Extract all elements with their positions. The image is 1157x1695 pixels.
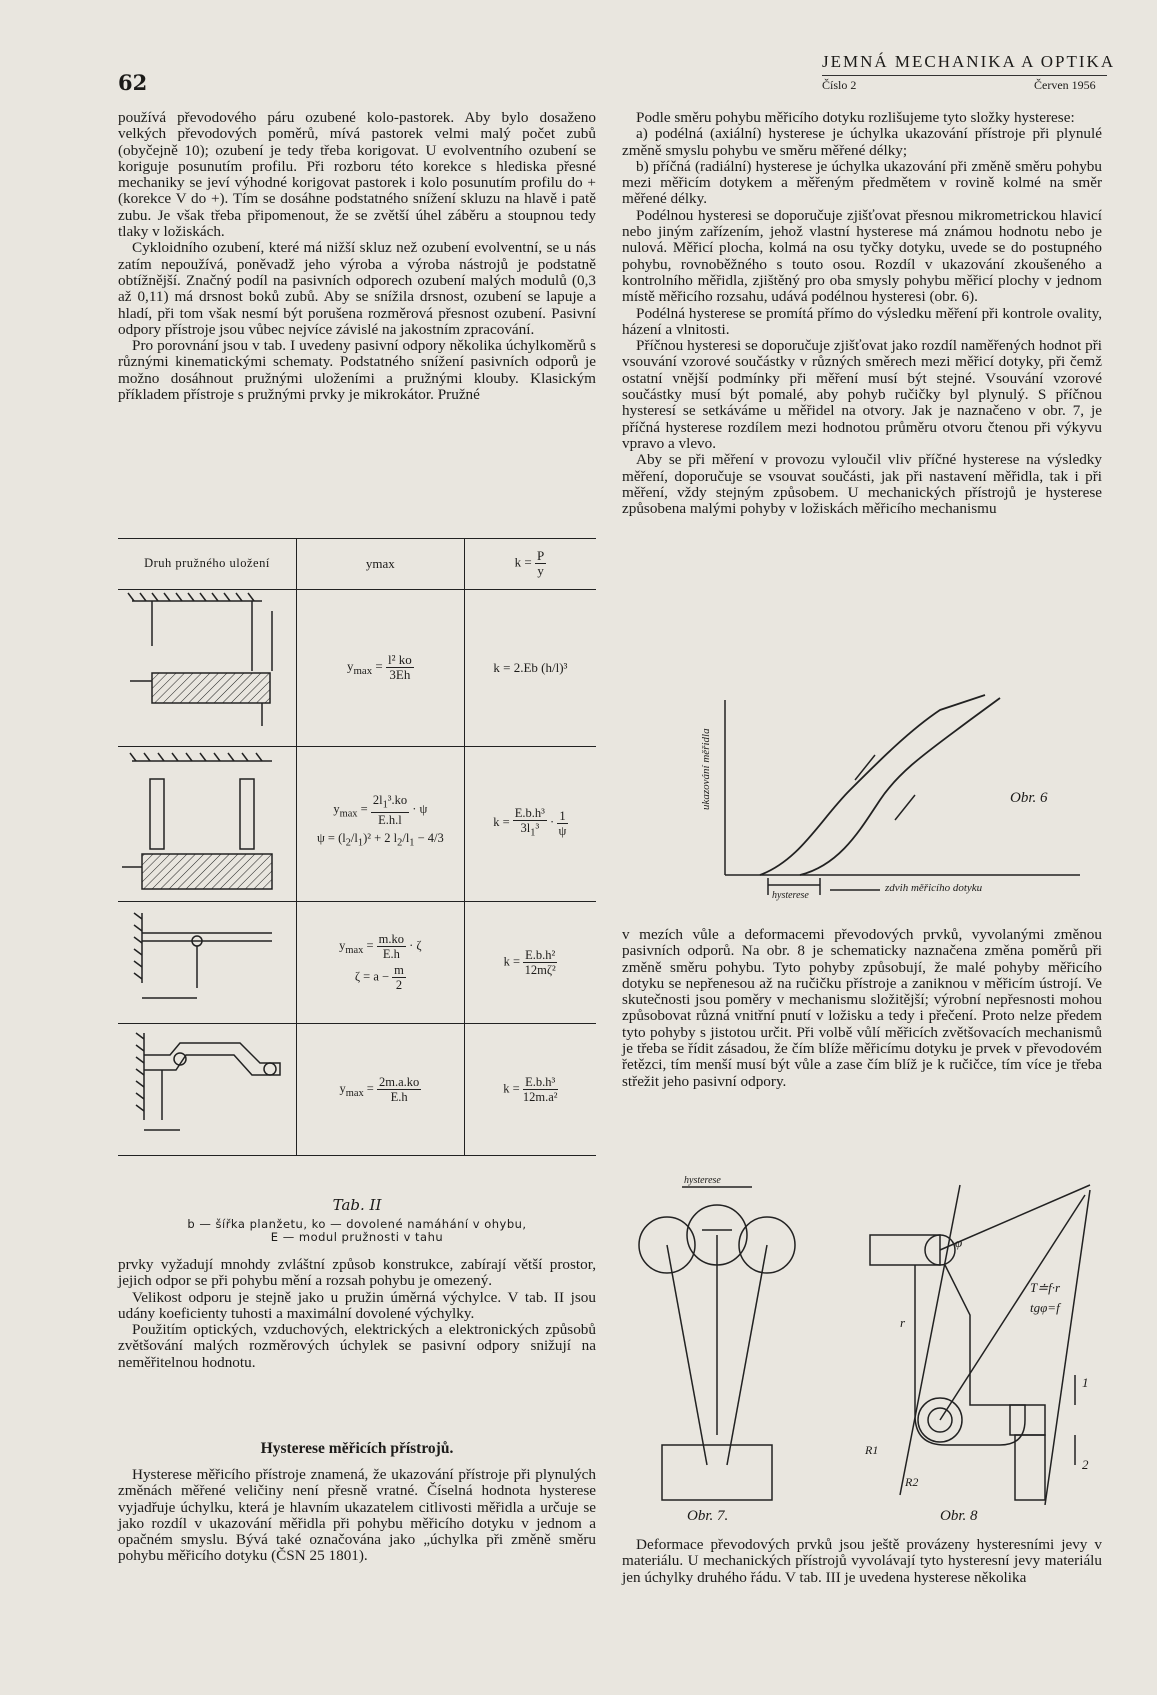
issue-number: Číslo 2 [822, 78, 857, 92]
paragraph: b) příčná (radiální) hysterese je úchylka ukazování při změně směru pohybu mezi měřicím dotykem a měřeným předmětem v rovině kolmé na směr měřené délky. [622, 157, 1102, 208]
left-column-top [118, 110, 596, 403]
fig6-hysteresis-label: hysterese [772, 890, 809, 901]
table-ymax-3: $y_{max}$ = $\frac{m.ko}{E.h}$ · ζ ζ = a − $\frac{m}{2}$ [296, 901, 464, 1023]
paragraph: Velikost odporu je stejně jako u pružin úměrná výchylce. V tab. II jsou udány koeficienty tuhosti a maximální dovolené výchylky. [118, 1288, 596, 1322]
double-spring-diagram [122, 749, 292, 894]
paragraph: Deformace převodových prvků jsou ještě provázeny hysteresními jevy v materiálu. U mechanických přístrojů vyvolávají tyto hysteresní jevy materiálu jen úchylky druhého řádu. V tab. III je uvedena hysterese několika [622, 1536, 1102, 1586]
right-column-bottom [622, 1537, 1102, 1586]
fig8-label-2: 2 [1082, 1457, 1089, 1472]
table-header-type: Druh pružného uložení [144, 556, 270, 571]
table-ymax-4: $y_{max}$ = $\frac{2m.a.ko}{E.h}$ [296, 1023, 464, 1155]
figure-6 [680, 690, 1100, 910]
paragraph: Podélnou hysteresi se doporučuje zjišťovat přesnou mikrometrickou hlavicí nebo jiným zařízením, jehož vlastní hysterese má známou hodnotu nebo je nulová. Měřicí plocha, kolmá na osu tyčky dotyku, uvede se do postupného pohybu, rovnoběžného s touto osou. Rozdíl v ukazování zkoušeného a kontrolního měřidla, zjištěný pro oba smysly pohybu měřicí plochy v jednom místě měřicího rozsahu, udává podélnou hysteresi (obr. 6). [622, 206, 1102, 306]
table-k-2: k = $\frac{\text{E.b.h³}}{3l_1^3}$ · $\frac{1}{\psi}$ [464, 746, 596, 901]
angled-spring-diagram [122, 1025, 292, 1150]
paragraph: Hysterese měřicího přístroje znamená, že ukazování přístroje při plynulých změnách měřené veličiny není přesně vratné. Číselná hodnota hysterese vyjadřuje úchylku, která je hlavním ukazatelem citlivosti měřidla a určuje se jako rozdíl v ukazování měřidla při pohybu měřicího dotyku v jednom a opačném smyslu. Bývá také označována jako „úchylka při změně směru pohybu měřicího dotyku (ČSN 25 1801). [118, 1466, 596, 1565]
paragraph: používá převodového páru ozubené kolo-pastorek. Aby bylo dosaženo velkých převodových poměrů, mívá pastorek velmi malý počet zubů (obyčejně 10); ozubení je tedy třeba korigovat. U evolventního ozubení se koriguje posunutím profilu. Při rozboru této korekce s hlediska přesné mechaniky se jeví výhodné korigovat pastorek i kolo posunutím profilu do + (korekce V do +). Tím se dosáhne podstatného snížení skluzu na hlavě i patě zubu. Je však třeba připomenout, že se zvětší úhel záběru a stoupnou tedy tlaky v ložiskách. [118, 109, 596, 241]
fig6-xlabel: zdvih měřicího dotyku [885, 882, 983, 894]
fig7-label: hysterese [684, 1175, 721, 1186]
table-header-ymax: ymax [296, 539, 464, 589]
paragraph: prvky vyžadují mnohdy zvláštní způsob konstrukce, zabírají větší prostor, jejich odpor se při pohybu mění a rozsah pohybu je omezený. [118, 1256, 596, 1290]
table-k-3: k = $\frac{\text{E.b.h²}}{\text{12mζ²}}$ [464, 901, 596, 1023]
left-column-bottom [118, 1257, 596, 1371]
flat-spring-diagram [122, 903, 292, 1018]
fig8-label-R1: R1 [865, 1443, 879, 1457]
cantilever-diagram [122, 591, 292, 741]
right-column-top [622, 110, 1102, 517]
table-k-4: k = $\frac{\text{E.b.h³}}{\text{12m.a²}}$ [464, 1023, 596, 1155]
paragraph: Podle směru pohybu měřicího dotyku rozlišujeme tyto složky hysterese: [636, 109, 1075, 126]
table-caption: Tab. II [332, 1196, 382, 1214]
table-ymax-1: $y_{max}$ = $\frac{\text{l² ko}}{3Eh}$ [296, 589, 464, 746]
paragraph: Aby se při měření v provozu vyloučil vliv příčné hysterese na výsledky měření, doporučuje se vsouvat součásti, jak při nastavení měřidla, tak i při měření, vždy stejným způsobem. U mechanických přístrojů je hysterese způsobena malými pohyby v ložiskách měřicího mechanismu [622, 451, 1102, 518]
paragraph: Použitím optických, vzduchových, elektrických a elektronických způsobů zvětšování malých rozměrových úchylek se pasivní odpory snižují na neměřitelnou hodnotu. [118, 1321, 596, 1371]
fig8-label-T: T≐f·r [1030, 1280, 1061, 1295]
table-ii [118, 538, 596, 1156]
table-figure-3 [118, 901, 296, 1023]
table-note-1: b — šířka planžetu, ko — dovolené namáhání v ohybu, [187, 1217, 527, 1231]
figure-8 [860, 1175, 1105, 1525]
paragraph: Cykloidního ozubení, které má nižší skluz než ozubení evolventní, se u nás zatím nepoužívá, poněvadž jeho výroba a výroba nástrojů je podstatně obtížnější. Značný podíl na pasivních odporech ozubení malých modulů (0,3 až 0,11) má drsnost boků zubů. Aby se snížila drsnost, ozubení se lapuje a hladí, při tom však nesmí být porušena rozměrová přesnost ozubení. Pasivní odpory přístroje jsou vůbec nejvíce závislé na jakostním zpracování. [118, 239, 596, 338]
bore-gauge-diagram [622, 1175, 812, 1505]
fig8-label-R2: R2 [905, 1475, 919, 1489]
journal-title: JEMNÁ MECHANIKA A OPTIKA [822, 52, 1116, 71]
fig8-caption: Obr. 8 [940, 1508, 978, 1524]
fig8-label-phi: φ [955, 1235, 963, 1250]
fig6-caption: Obr. 6 [1010, 790, 1048, 806]
figure-7 [622, 1175, 812, 1525]
paragraph: Příčnou hysteresi se doporučuje zjišťovat jako rozdíl naměřených hodnot při vsouvání vzorové součástky v různých směrech mezi měřicí dotyky, při čemž ostatní vnější podmínky při měření musí být stejné. Vsouvání vzorové součástky musí být pomalé, aby pohyb ručičky byl plynulý. S příčnou hysteresí se setkáváme u měřidel na otvory. Jak je naznačeno v obr. 7, je příčná hysterese rozdílem mezi hodnotou průměru otvoru čtenou při výkyvu vpravo a vlevo. [622, 337, 1102, 452]
page-number: 62 [118, 70, 148, 95]
fig8-label-tg: tgφ=f [1030, 1300, 1060, 1315]
table-figure-4 [118, 1023, 296, 1155]
paragraph: v mezích vůle a deformacemi převodových prvků, vyvolanými změnou pasivních odporů. Na obr. 8 je schematicky naznačena změna poměrů při změně směru pohybu. Tyto pohyby způsobují, že malé pohyby měřicího dotyku se nepřenesou až na ručičku přístroje a zaniknou v měřicím ústrojí. Ve skutečnosti jsou poměry v mechanismu složitější; výrobní nepřesnosti mohou způsobovat různá vnitřní pnutí v ložisku a tedy i přečení. Proto nelze předem tyto pohyby s jistotou určit. Při volbě vůlí měřicích zvětšovacích mechanismů je třeba se řídit zásadou, že čím blíže měřicímu dotyku je prvek v převodovém řetězci, tím menší musí být vůle a zase čím blíž je k ručičce, tím více je třeba střežit jeho pasivní odpory. [622, 926, 1102, 1090]
header-rule [822, 75, 1107, 76]
table-header-k: k = $\frac{P}{y}$ [464, 539, 596, 589]
table-k-1: k = 2.Eb (h/l)³ [464, 589, 596, 746]
right-column-mid [622, 927, 1102, 1090]
issue-date: Červen 1956 [1034, 78, 1096, 92]
fig7-caption: Obr. 7. [687, 1508, 729, 1524]
fig8-label-r: r [900, 1315, 906, 1330]
fig6-ylabel: ukazování měřidla [700, 728, 712, 810]
table-figure-2 [118, 746, 296, 901]
lever-mechanism-diagram [860, 1175, 1105, 1505]
table-ymax-2: $y_{max}$ = $\frac{2l_1^3.ko}{E.h.l}$ · ψ $\psi = (l_2/l_1)^2 + 2$ $l_2/l_1 - 4/3$ [296, 746, 464, 901]
table-note-2: E — modul pružnosti v tahu [270, 1230, 444, 1244]
paragraph: a) podélná (axiální) hysterese je úchylka ukazování přístroje při plynulé změně smyslu pohybu ve směru měřené délky; [622, 125, 1102, 159]
fig8-label-1: 1 [1082, 1375, 1089, 1390]
paragraph: Podélná hysterese se promítá přímo do výsledku měření při kontrole ovality, házení a vlnitosti. [622, 304, 1102, 338]
table-figure-1 [118, 589, 296, 746]
section-heading: Hysterese měřicích přístrojů. [260, 1440, 454, 1457]
left-column-section [118, 1467, 596, 1565]
paragraph: Pro porovnání jsou v tab. I uvedeny pasivní odpory několika úchylkoměrů s různými kinematickými schematy. Podstatného snížení pasivních odporů je možno dosáhnout pružnými uloženími a pružnými klouby. Klasickým příkladem přístroje s pružnými prvky je mikrokátor. Pružné [118, 337, 596, 404]
